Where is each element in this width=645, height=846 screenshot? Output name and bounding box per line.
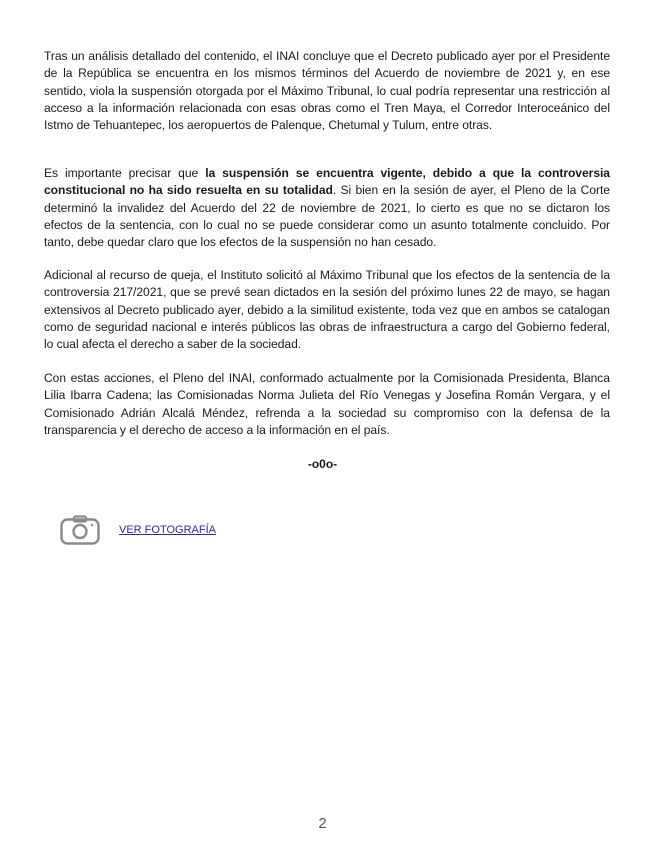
camera-icon[interactable] [60, 515, 100, 545]
paragraph-suspension-bold: la suspensión se encuentra vigente, debido a que la controversia constitucional no ha sido resuelta en su totalidad [44, 166, 610, 198]
page-number: 2 [318, 815, 327, 832]
paragraph-suspension-vigente [44, 165, 610, 251]
paragraph-recurso-queja: Adicional al recurso de queja, el Instituto solicitó al Máximo Tribunal que los efectos de la sentencia de la controversia 217/2021, que se prevé sean dictados en la sesión del próximo lunes 22 de mayo, se hagan extensivos al Decreto publicado ayer, debido a la similitud existente, toda vez que en ambos se catalogan como de seguridad nacional e interés públicos las obras de infraestructura a cargo del Gobierno federal, lo cual afecta el derecho a saber de la sociedad. [44, 268, 610, 352]
section-separator: -o0o- [307, 457, 338, 471]
ver-fotografia-link[interactable]: VER FOTOGRAFÍA [119, 524, 216, 536]
paragraph-inai-conclusion: Tras un análisis detallado del contenido, el INAI concluye que el Decreto publicado ayer por el Presidente de la República se encuentra en los mismos términos del Acuerdo de noviembre de 2021 y, en ese sentido, viola la suspensión otorgada por el Máximo Tribunal, lo cual podría representar una restricción al acceso a la información relacionada con esas obras como el Tren Maya, el Corredor Interoceánico del Istmo de Tehuantepec, los aeropuertos de Palenque, Chetumal y Tulum, entre otras. [44, 49, 610, 133]
paragraph-pleno-inai: Con estas acciones, el Pleno del INAI, conformado actualmente por la Comisionada Presidenta, Blanca Lilia Ibarra Cadena; las Comisionadas Norma Julieta del Río Venegas y Josefina Román Vergara, y el Comisionado Adrián Alcalá Méndez, refrenda a la sociedad su compromiso con la defensa de la transparencia y el derecho de acceso a la información en el país. [44, 371, 610, 437]
photo-link-row [60, 514, 216, 546]
paragraph-suspension-rest: . Si bien en la sesión de ayer, el Pleno de la Corte determinó la invalidez del Acuerdo del 22 de noviembre de 2021, lo cierto es que no se dictaron los efectos de la sentencia, con lo cual no se puede considerar como un asunto totalmente concluido. Por tanto, debe quedar claro que los efectos de la suspensión no han cesado. [44, 183, 610, 250]
paragraph-suspension-intro: Es importante precisar que [44, 166, 206, 180]
